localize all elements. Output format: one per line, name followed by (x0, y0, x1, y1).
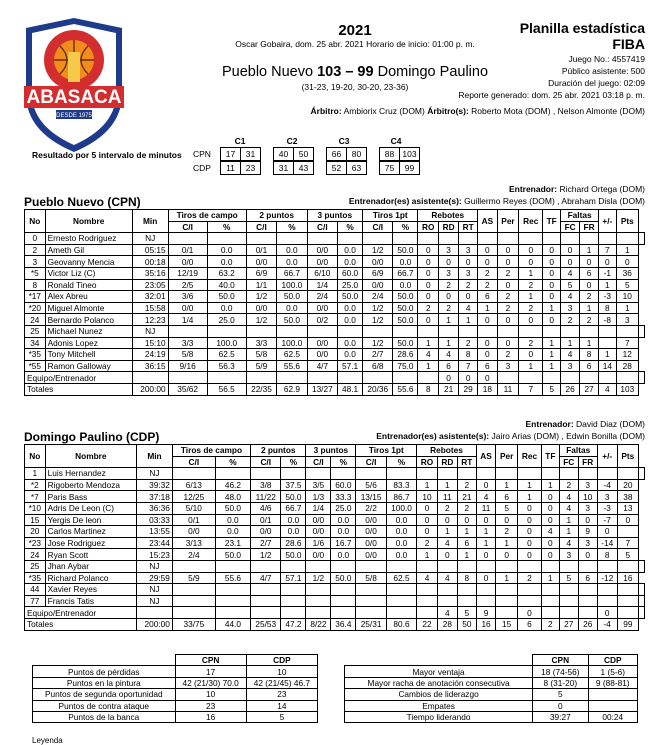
period-scores: (31-23, 19-20, 30-20, 23-36) (301, 82, 409, 92)
summary-row: Puntos en la pintura 42 (21/30) 70.0 42 (21/45) 46.7 (33, 677, 318, 688)
table-row: 24 Ryan Scott 15:23 2/4 50.0 1/2 50.0 0/0 0.0 0/0 0.0 1 0 1 0 0 0 0 3 0 8 5 (25, 549, 645, 561)
table-row: 2 Ameth Gil 05:15 0/1 0.0 0/1 0.0 0/0 0.0 1/2 50.0 0 3 3 0 0 0 0 0 1 7 1 (25, 244, 645, 256)
summary-left: CPN CDP Puntos de pérdidas 17 10 Puntos en la pintura 42 (21/30) 70.0 42 (21/45) 46.7 Puntos de segunda oportunidad 10 23 Puntos de contra ataque 23 14 Puntos de la banca 16 5 (32, 654, 318, 723)
away-coach: Entrenador: David Diaz (DOM) (525, 419, 645, 429)
col-fg: Tiros de campo (172, 445, 250, 457)
header-info: Oscar Gobaira, dom. 25 abr. 2021 Horario de inicio: 01:00 p. m. (235, 39, 475, 49)
home-coach: Entrenador: Richard Ortega (DOM) (508, 184, 645, 194)
col-no: No (25, 210, 46, 233)
duration: Duración del juego: 02:09 (548, 78, 645, 88)
table-row: *23 Jose Rodriguez 23:44 3/13 23.1 2/7 28.6 1/6 16.7 0/0 0.0 2 4 6 1 1 0 0 4 3 -14 7 (25, 537, 645, 549)
legend-label: Leyenda (32, 736, 63, 745)
col-name: Nombre (45, 445, 136, 468)
report-generated: Reporte generado: dom. 25 abr. 2021 03:18 p. m. (458, 90, 645, 100)
team-row: Equipo/Entrenador 4 5 9 0 0 (25, 607, 645, 619)
summary-row: Tiempo liderando 39:27 00:24 (345, 711, 638, 722)
table-row: 8 Ronald Tineo 23:05 2/5 40.0 1/1 100.0 1/4 25.0 0/0 0.0 0 2 2 2 0 2 0 5 0 1 5 (25, 279, 645, 291)
col-fouls: Faltas (561, 210, 599, 222)
col-reb: Rebotes (418, 210, 478, 222)
table-row: *17 Alex Abreu 32:01 3/6 50.0 1/2 50.0 2/4 50.0 2/4 50.0 0 0 0 6 2 1 0 4 2 -3 10 (25, 291, 645, 303)
col-rec: Rec (518, 445, 542, 468)
header-title: Planilla estadística (519, 20, 645, 36)
col-pts: Pts (617, 445, 638, 468)
col-fg: Tiros de campo (168, 210, 246, 222)
col-name: Nombre (45, 210, 132, 233)
summary-right: CPN CDP Mayor ventaja 18 (74-56) 1 (5-6) Mayor racha de anotación consecutiva 8 (31-20) 9 (88-81) Cambios de liderazgo 5 Empates 0 Tiempo liderando 39:27 00:24 (344, 654, 638, 723)
quarters-box-row2: 11 23 31 43 52 63 75 99 (220, 161, 420, 175)
table-row: *5 Victor Liz (C) 35:16 12/19 63.2 6/9 66.7 6/10 60.0 6/9 66.7 0 3 3 2 2 1 0 4 6 -1 36 (25, 267, 645, 279)
table-row: 20 Carlos Martinez 13:55 0/0 0.0 0/0 0.0 0/0 0.0 0/0 0.0 0 1 1 1 2 0 4 1 9 0 (25, 526, 645, 538)
summary-row: Empates 0 (345, 700, 638, 711)
table-row: 77 Francis Tatis NJ (25, 595, 645, 607)
team-row: Equipo/Entrenador 0 0 0 (25, 372, 645, 384)
final-score: Pueblo Nuevo 103 – 99 Domingo Paulino (221, 64, 489, 80)
header-year: 2021 (338, 22, 372, 39)
col-2p: 2 puntos (246, 210, 307, 222)
home-box-score: No Nombre Min Tiros de campo 2 puntos 3 puntos Tiros 1pt Rebotes AS Per Rec TF Faltas +/- Pts C/I % C/I % C/I % C/I % RO RD RT FC FR 0 Ernesto Rodriguez NJ 2 Ameth Gil 05:15 0/1 0.0 0/1 0.0 0/0 0.0 1/2 50.0 0 3 3 0 0 0 0 0 1 7 1 3 Geovanny Mencia 00:18 0/0 0.0 0/0 0.0 0/0 0.0 0/0 0.0 0 0 0 0 0 0 0 0 0 0 0 *5 Victor Liz (C) 35:16 12/19 63.2 6/9 66.7 6/10 60.0 6/9 66.7 0 3 3 2 2 1 0 4 6 -1 36 8 Ronald Tineo 23:05 2/5 40.0 1/1 100.0 1/4 25.0 0/0 0.0 0 2 2 2 0 2 0 5 0 1 5 *17 Alex Abreu 32:01 3/6 50.0 1/2 50.0 2/4 50.0 2/4 50.0 0 0 0 6 2 1 0 4 2 -3 10 *20 Miguel Almonte 15:58 0/0 0.0 0/0 0.0 0/0 0.0 1/2 50.0 2 2 4 1 2 2 1 3 1 8 1 24 Bernardo Polanco 12:23 1/4 25.0 1/2 50.0 0/2 0.0 1/2 50.0 0 1 1 0 0 0 0 2 2 -8 3 25 Michael Nunez NJ 34 Adonis Lopez 15:10 3/3 100.0 3/3 100.0 0/0 0.0 1/2 50.0 1 1 2 0 0 2 1 1 1 7 *35 Tony Mitchell 24:19 5/8 62.5 5/8 62.5 0/0 0.0 2/7 28.6 4 4 8 0 2 0 1 4 8 1 12 *55 Ramon Galloway 36:15 9/16 56.3 5/9 55.6 4/7 57.1 6/8 75.0 1 6 7 6 3 1 1 3 6 14 28 Equipo/Entrenador 0 0 0 Totales 200:00 35/62 56.5 22/35 62.9 13/27 48.1 20/36 55.6 8 21 29 18 11 7 5 26 27 4 103 (24, 209, 645, 396)
summary-row: Mayor ventaja 18 (74-56) 1 (5-6) (345, 666, 638, 677)
col-ft: Tiros 1pt (363, 210, 418, 222)
table-row: *20 Miguel Almonte 15:58 0/0 0.0 0/0 0.0 0/0 0.0 1/2 50.0 2 2 4 1 2 2 1 3 1 8 1 (25, 302, 645, 314)
logo-text: ABASACA (26, 87, 122, 108)
col-rec: Rec (519, 210, 543, 233)
col-tf: TF (543, 210, 561, 233)
col-reb: Rebotes (417, 445, 477, 457)
col-as: AS (478, 210, 498, 233)
col-pm: +/- (597, 445, 617, 468)
table-row: 15 Yergis De leon 03:33 0/1 0.0 0/1 0.0 0/0 0.0 0/0 0.0 0 0 0 0 0 0 0 1 0 -7 0 (25, 514, 645, 526)
quarters-label: Resultado por 5 intervalo de minutos (32, 150, 182, 160)
table-row: 1 Luis Hernandez NJ (25, 468, 645, 480)
col-2p: 2 puntos (251, 445, 306, 457)
quarters-box-row1: 17 31 40 50 66 80 88 103 (220, 147, 420, 161)
col-per: Per (496, 445, 518, 468)
table-row: *2 Rigoberto Mendoza 39:32 6/13 46.2 3/8 37.5 3/5 60.0 5/6 83.3 1 1 2 0 1 1 1 2 3 -4 20 (25, 479, 645, 491)
col-tf: TF (541, 445, 559, 468)
away-team-title: Domingo Paulino (CDP) (24, 430, 160, 444)
summary-row: Puntos de pérdidas 17 10 (33, 666, 318, 677)
table-row: *35 Richard Polanco 29:59 5/9 55.6 4/7 57.1 1/2 50.0 5/8 62.5 4 4 8 0 1 2 1 5 6 -12 16 (25, 572, 645, 584)
col-3p: 3 puntos (307, 210, 362, 222)
table-row: *10 Adris De Leon (C) 36:36 5/10 50.0 4/6 66.7 1/4 25.0 2/2 100.0 0 2 2 11 5 0 0 4 3 -3 13 (25, 502, 645, 514)
col-pts: Pts (616, 210, 638, 233)
totals-row: Totales 200:00 35/62 56.5 22/35 62.9 13/27 48.1 20/36 55.6 8 21 29 18 11 7 5 26 27 4 103 (25, 383, 645, 395)
quarters-team-cdp: CDP (193, 163, 211, 173)
table-row: 25 Jhan Aybar NJ (25, 560, 645, 572)
quarters-headers: C1 C2 C3 C4 (234, 136, 402, 146)
summary-row: Puntos de segunda oportunidad 10 23 (33, 689, 318, 700)
col-min: Min (132, 210, 168, 233)
col-no: No (25, 445, 46, 468)
game-number: Juego No.: 4557419 (568, 54, 645, 64)
quarters-team-cpn: CPN (193, 149, 211, 159)
totals-row: Totales 200:00 33/75 44.0 25/53 47.2 8/22 36.4 25/31 80.6 22 28 50 16 15 6 2 27 26 -4 99 (25, 618, 645, 630)
away-box-score: No Nombre Min Tiros de campo 2 puntos 3 puntos Tiros 1pt Rebotes AS Per Rec TF Faltas +/- Pts C/I % C/I % C/I % C/I % RO RD RT FC FR 1 Luis Hernandez NJ *2 Rigoberto Mendoza 39:32 6/13 46.2 3/8 37.5 3/5 60.0 5/6 83.3 1 1 2 0 1 1 1 2 3 -4 20 *7 Paris Bass 37:18 12/25 48.0 11/22 50.0 1/3 33.3 13/15 86.7 10 11 21 4 6 1 0 4 10 3 38 *10 Adris De Leon (C) 36:36 5/10 50.0 4/6 66.7 1/4 25.0 2/2 100.0 0 2 2 11 5 0 0 4 3 -3 13 15 Yergis De leon 03:33 0/1 0.0 0/1 0.0 0/0 0.0 0/0 0.0 0 0 0 0 0 0 0 1 0 -7 0 20 Carlos Martinez 13:55 0/0 0.0 0/0 0.0 0/0 0.0 0/0 0.0 0 1 1 1 2 0 4 1 9 0 *23 Jose Rodriguez 23:44 3/13 23.1 2/7 28.6 1/6 16.7 0/0 0.0 2 4 6 1 1 0 0 4 3 -14 7 24 Ryan Scott 15:23 2/4 50.0 1/2 50.0 0/0 0.0 0/0 0.0 1 0 1 0 0 0 0 3 0 8 5 25 Jhan Aybar NJ *35 Richard Polanco 29:59 5/9 55.6 4/7 57.1 1/2 50.0 5/8 62.5 4 4 8 0 1 2 1 5 6 -12 16 44 Xavier Reyes NJ 77 Francis Tatis NJ Equipo/Entrenador 4 5 9 0 0 Totales 200:00 33/75 44.0 25/53 47.2 8/22 36.4 25/31 80.6 22 28 50 16 15 6 2 27 26 -4 99 (24, 444, 645, 631)
table-row: 25 Michael Nunez NJ (25, 325, 645, 337)
col-fouls: Faltas (559, 445, 597, 457)
table-row: *35 Tony Mitchell 24:19 5/8 62.5 5/8 62.5 0/0 0.0 2/7 28.6 4 4 8 0 2 0 1 4 8 1 12 (25, 349, 645, 361)
table-row: 44 Xavier Reyes NJ (25, 584, 645, 596)
home-team-title: Pueblo Nuevo (CPN) (24, 195, 141, 209)
col-3p: 3 puntos (306, 445, 356, 457)
col-min: Min (137, 445, 173, 468)
away-assistants: Entrenador(es) asistente(s): Jairo Arias (DOM) , Edwin Bonilla (DOM) (376, 431, 645, 441)
table-row: 24 Bernardo Polanco 12:23 1/4 25.0 1/2 50.0 0/2 0.0 1/2 50.0 0 1 1 0 0 0 0 2 2 -8 3 (25, 314, 645, 326)
table-row: 0 Ernesto Rodriguez NJ (25, 233, 645, 245)
table-row: *7 Paris Bass 37:18 12/25 48.0 11/22 50.0 1/3 33.3 13/15 86.7 10 11 21 4 6 1 0 4 10 3 38 (25, 491, 645, 503)
table-row: 3 Geovanny Mencia 00:18 0/0 0.0 0/0 0.0 0/0 0.0 0/0 0.0 0 0 0 0 0 0 0 0 0 0 0 (25, 256, 645, 268)
home-assistants: Entrenador(es) asistente(s): Guillermo Reyes (DOM) , Abraham Disla (DOM) (348, 196, 645, 206)
summary-row: Cambios de liderazgo 5 (345, 689, 638, 700)
abasaca-logo (18, 14, 130, 156)
summary-row: Mayor racha de anotación consecutiva 8 (31-20) 9 (88-81) (345, 677, 638, 688)
table-row: *55 Ramon Galloway 36:15 9/16 56.3 5/9 55.6 4/7 57.1 6/8 75.0 1 6 7 6 3 1 1 3 6 14 28 (25, 360, 645, 372)
header-org: FIBA (612, 36, 645, 52)
attendance: Público asistente: 500 (561, 66, 645, 76)
col-as: AS (476, 445, 496, 468)
col-ft: Tiros 1pt (356, 445, 417, 457)
logo-since: DESDE 1975 (56, 113, 92, 119)
col-pm: +/- (599, 210, 617, 233)
summary-row: Puntos de la banca 16 5 (33, 711, 318, 722)
table-row: 34 Adonis Lopez 15:10 3/3 100.0 3/3 100.0 0/0 0.0 1/2 50.0 1 1 2 0 0 2 1 1 1 7 (25, 337, 645, 349)
referees: Árbitro: Ambiorix Cruz (DOM) Árbitro(s): Roberto Mota (DOM) , Nelson Almonte (DOM) (310, 106, 645, 116)
summary-row: Puntos de contra ataque 23 14 (33, 700, 318, 711)
col-per: Per (497, 210, 519, 233)
